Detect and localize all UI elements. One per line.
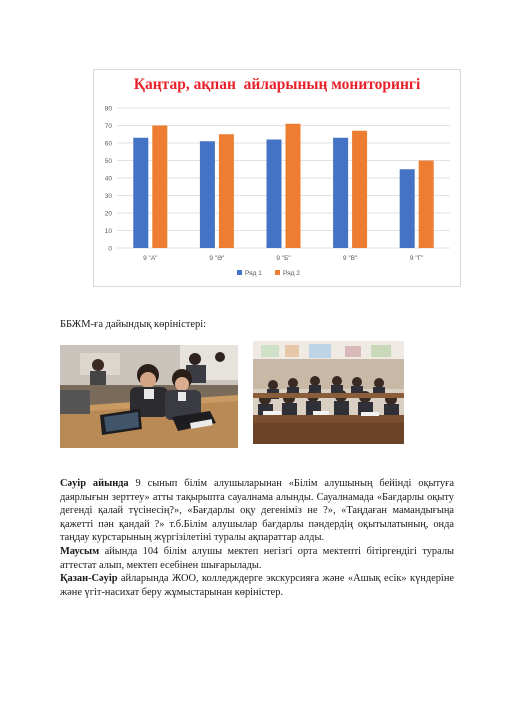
chart-title: Қаңтар, ақпан айларының мониторингі xyxy=(133,76,421,93)
paragraph-body: 9 сынып білім алушыларынан «Білім алушының бейінді оқытуға даярлығын зерттеу» атты тақырыпта сауалнама алынды. Сауалнамада «Бағдарлы оқыту дегенді қалай түсінесің?», «Бағдарлы оқу дегеніміз не ?», «Таңдаған мамандығыңа қажетті пән қандай ?» т.б.Білім алушылар бағдарлы пәндердің оқытылатының, онда таңдау курстарының жүргізілетіні туралы ақпараттар алды. xyxy=(60,478,454,544)
paragraph-june xyxy=(60,545,454,572)
bar-1 xyxy=(400,169,415,248)
y-tick-label: 70 xyxy=(104,123,112,130)
bar-1 xyxy=(333,138,348,248)
legend-label: Ряд 2 xyxy=(283,270,300,277)
y-tick-label: 10 xyxy=(104,228,112,235)
x-tick-label: 9 "Б" xyxy=(276,255,291,262)
x-tick-label: 9 "Ә" xyxy=(209,255,225,262)
legend-swatch xyxy=(275,270,280,275)
bar-1 xyxy=(200,141,215,248)
paragraph-lead: Қазан-Сәуір xyxy=(60,573,118,585)
report-text xyxy=(60,477,454,599)
y-tick-label: 60 xyxy=(104,140,112,148)
bar-2 xyxy=(286,124,301,248)
paragraph-body: айларында ЖОО, колледждерге экскурсияға және «Ашық есік» күндеріне және үгіт-насихат беру жұмыстарынан көріністер. xyxy=(60,573,454,598)
y-tick-label: 0 xyxy=(108,245,112,253)
students-at-laptops-photo xyxy=(60,345,238,448)
y-tick-label: 30 xyxy=(104,193,112,200)
bar-2 xyxy=(419,161,434,249)
paragraph-april xyxy=(60,477,454,545)
paragraph-body: айында 104 білім алушы мектеп негізгі орта мектепті бітіргендігі туралы аттестат алып, мектеп есебінен шығарылады. xyxy=(60,545,454,571)
y-tick-label: 50 xyxy=(104,158,112,165)
bar-chart xyxy=(93,69,461,287)
paragraph-lead: Маусым xyxy=(60,545,100,557)
bar-2 xyxy=(152,126,167,249)
students-in-classroom-photo xyxy=(253,341,404,444)
y-tick-label: 80 xyxy=(104,105,112,113)
bar-2 xyxy=(219,134,234,248)
x-tick-label: 9 "В" xyxy=(342,255,358,262)
x-tick-label: 9 "Г" xyxy=(409,255,424,262)
bar-1 xyxy=(133,138,148,248)
bar-1 xyxy=(267,140,282,249)
paragraph-october-april xyxy=(60,572,454,599)
legend-label: Ряд 1 xyxy=(245,270,262,277)
legend-swatch xyxy=(237,270,242,275)
y-tick-label: 20 xyxy=(104,210,112,218)
bar-2 xyxy=(352,131,367,248)
y-tick-label: 40 xyxy=(104,175,112,183)
x-tick-label: 9 "А" xyxy=(143,255,158,262)
photos-caption: ББЖМ-ға дайындық көріністері: xyxy=(60,319,207,330)
chart-plot xyxy=(94,70,460,286)
paragraph-lead: Сәуір айында xyxy=(60,478,129,489)
